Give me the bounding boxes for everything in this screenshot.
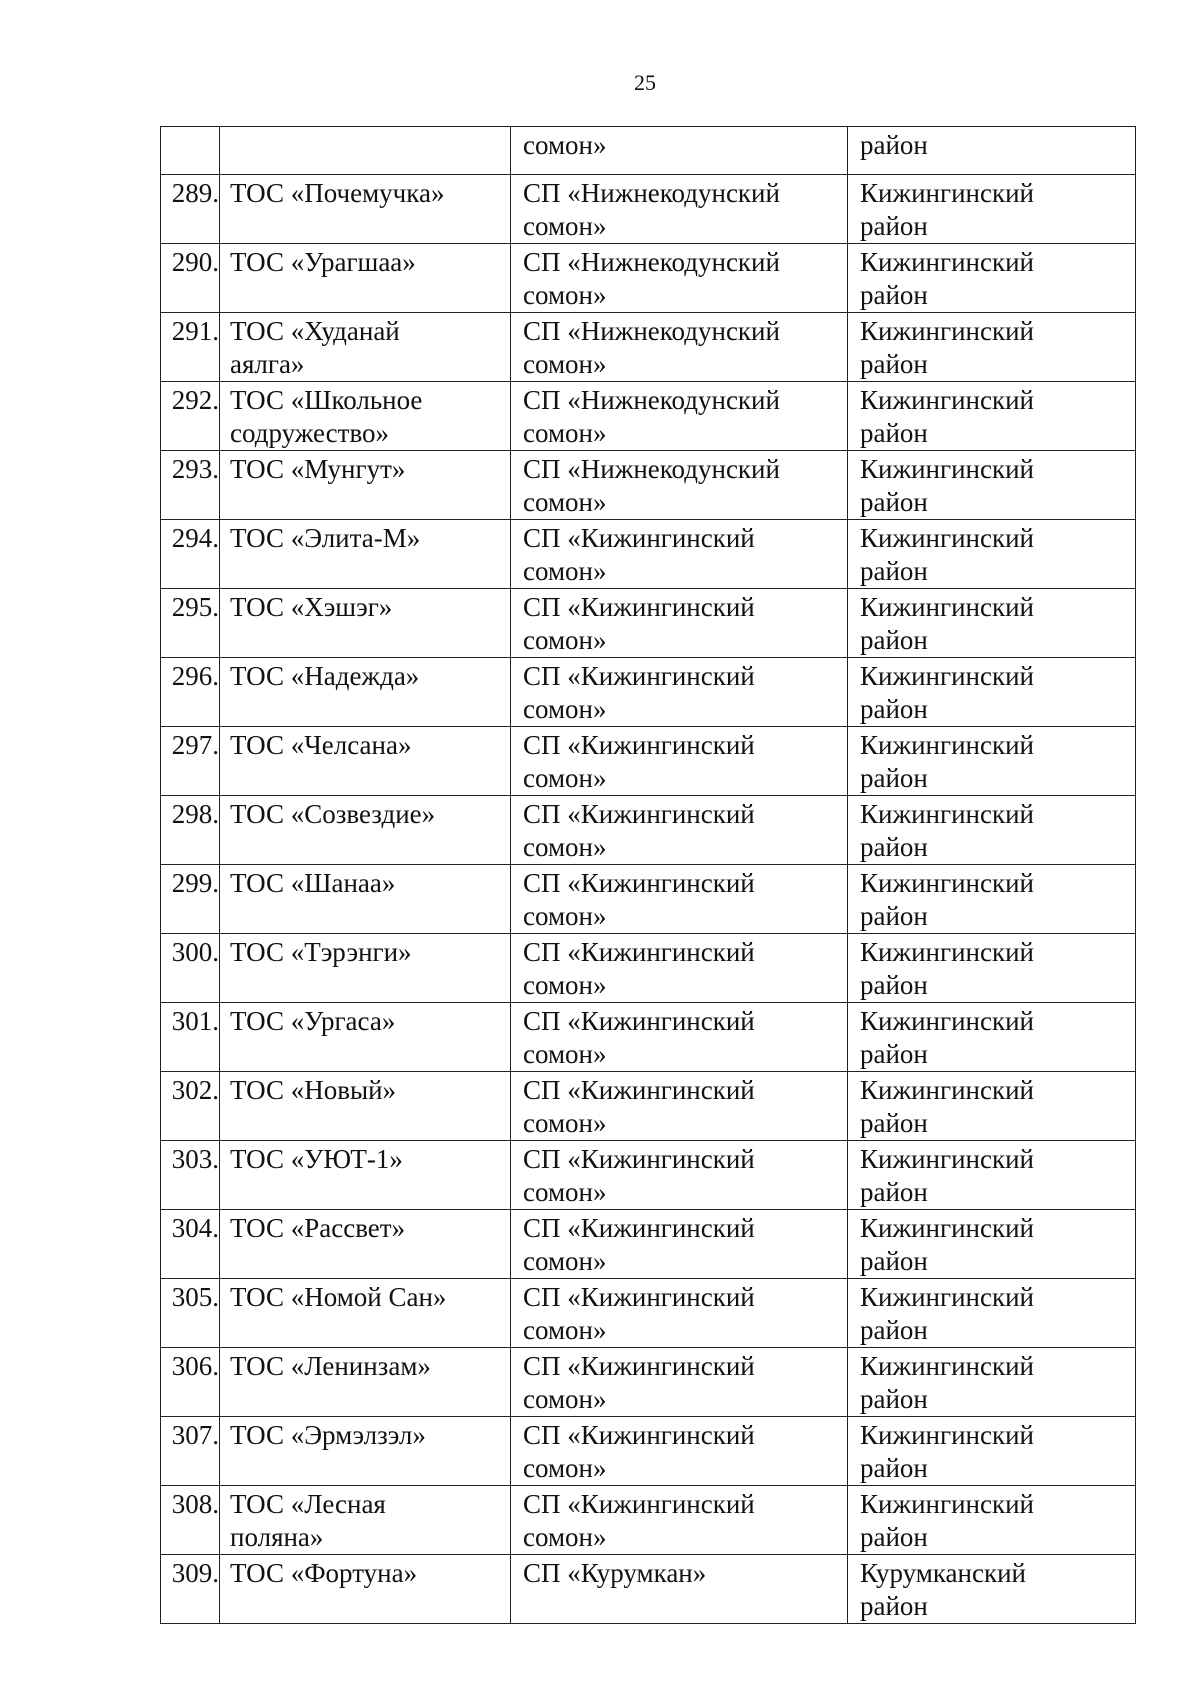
cell-settlement: СП «Кижингинский сомон»: [511, 865, 848, 934]
cell-settlement: СП «Кижингинский сомон»: [511, 727, 848, 796]
cell-number: 308.: [161, 1486, 220, 1555]
cell-district: Кижингинский район: [848, 658, 1136, 727]
cell-district: Кижингинский район: [848, 1486, 1136, 1555]
registry-table: [160, 126, 1136, 1624]
cell-name: ТОС «Рассвет»: [220, 1210, 511, 1279]
cell-district: Кижингинский район: [848, 1210, 1136, 1279]
cell-number: 289.: [161, 175, 220, 244]
cell-settlement: СП «Кижингинский сомон»: [511, 1348, 848, 1417]
cell-district: Кижингинский район: [848, 1279, 1136, 1348]
table-row: [161, 589, 1136, 658]
table-row: [161, 1072, 1136, 1141]
cell-district: Кижингинский район: [848, 727, 1136, 796]
cell-name: ТОС «Эрмэлзэл»: [220, 1417, 511, 1486]
table-row-continuation: [161, 127, 1136, 175]
table-row: [161, 244, 1136, 313]
table-row: [161, 313, 1136, 382]
cell-name: ТОС «Номой Сан»: [220, 1279, 511, 1348]
cell-district: Кижингинский район: [848, 1072, 1136, 1141]
cell-district: район: [848, 127, 1136, 175]
cell-number: 291.: [161, 313, 220, 382]
table-body: [161, 127, 1136, 1624]
table-row: [161, 175, 1136, 244]
cell-settlement: СП «Кижингинский сомон»: [511, 1486, 848, 1555]
table-row: [161, 1279, 1136, 1348]
cell-number: 297.: [161, 727, 220, 796]
table-row: [161, 1210, 1136, 1279]
cell-district: Кижингинский район: [848, 796, 1136, 865]
cell-district: Кижингинский район: [848, 520, 1136, 589]
table-row: [161, 1141, 1136, 1210]
cell-name: ТОС «Мунгут»: [220, 451, 511, 520]
cell-district: Кижингинский район: [848, 1141, 1136, 1210]
table-row: [161, 1417, 1136, 1486]
cell-name: ТОС «Челсана»: [220, 727, 511, 796]
table-row: [161, 658, 1136, 727]
cell-number: 299.: [161, 865, 220, 934]
cell-district: Кижингинский район: [848, 1417, 1136, 1486]
cell-settlement: СП «Нижнекодунский сомон»: [511, 244, 848, 313]
cell-name: ТОС «Шанаа»: [220, 865, 511, 934]
cell-settlement: СП «Кижингинский сомон»: [511, 1417, 848, 1486]
cell-settlement: СП «Кижингинский сомон»: [511, 1072, 848, 1141]
cell-settlement: СП «Нижнекодунский сомон»: [511, 382, 848, 451]
cell-number: 306.: [161, 1348, 220, 1417]
cell-number: 307.: [161, 1417, 220, 1486]
cell-district: Кижингинский район: [848, 865, 1136, 934]
cell-name: ТОС «Школьное содружество»: [220, 382, 511, 451]
cell-district: Кижингинский район: [848, 1003, 1136, 1072]
cell-settlement: СП «Кижингинский сомон»: [511, 796, 848, 865]
cell-settlement: СП «Нижнекодунский сомон»: [511, 175, 848, 244]
cell-name: ТОС «Тэрэнги»: [220, 934, 511, 1003]
cell-district: Курумканский район: [848, 1555, 1136, 1624]
cell-name: ТОС «Урагшаа»: [220, 244, 511, 313]
table-row: [161, 451, 1136, 520]
cell-number: 296.: [161, 658, 220, 727]
cell-number: 290.: [161, 244, 220, 313]
cell-name: [220, 127, 511, 175]
table-row: [161, 865, 1136, 934]
page-number: 25: [634, 70, 656, 95]
cell-name: ТОС «Худанай аялга»: [220, 313, 511, 382]
table-row: [161, 796, 1136, 865]
cell-name: ТОС «Фортуна»: [220, 1555, 511, 1624]
table-row: [161, 934, 1136, 1003]
cell-district: Кижингинский район: [848, 451, 1136, 520]
cell-settlement: СП «Кижингинский сомон»: [511, 1003, 848, 1072]
table-row: [161, 727, 1136, 796]
cell-number: 298.: [161, 796, 220, 865]
cell-district: Кижингинский район: [848, 313, 1136, 382]
cell-name: ТОС «Созвездие»: [220, 796, 511, 865]
cell-name: ТОС «Почемучка»: [220, 175, 511, 244]
cell-number: 302.: [161, 1072, 220, 1141]
cell-number: [161, 127, 220, 175]
table-row: [161, 1348, 1136, 1417]
cell-number: 305.: [161, 1279, 220, 1348]
cell-district: Кижингинский район: [848, 589, 1136, 658]
cell-settlement: СП «Кижингинский сомон»: [511, 934, 848, 1003]
cell-name: ТОС «Ургаса»: [220, 1003, 511, 1072]
cell-name: ТОС «Элита-М»: [220, 520, 511, 589]
table-row: [161, 1486, 1136, 1555]
cell-district: Кижингинский район: [848, 175, 1136, 244]
cell-settlement: СП «Курумкан»: [511, 1555, 848, 1624]
cell-settlement: СП «Кижингинский сомон»: [511, 658, 848, 727]
cell-number: 300.: [161, 934, 220, 1003]
cell-name: ТОС «Лесная поляна»: [220, 1486, 511, 1555]
cell-number: 309.: [161, 1555, 220, 1624]
cell-district: Кижингинский район: [848, 934, 1136, 1003]
cell-name: ТОС «Ленинзам»: [220, 1348, 511, 1417]
table-row: [161, 1003, 1136, 1072]
cell-settlement: сомон»: [511, 127, 848, 175]
cell-name: ТОС «Хэшэг»: [220, 589, 511, 658]
cell-name: ТОС «Надежда»: [220, 658, 511, 727]
cell-settlement: СП «Кижингинский сомон»: [511, 1279, 848, 1348]
cell-number: 295.: [161, 589, 220, 658]
cell-number: 303.: [161, 1141, 220, 1210]
cell-settlement: СП «Кижингинский сомон»: [511, 520, 848, 589]
cell-name: ТОС «УЮТ-1»: [220, 1141, 511, 1210]
cell-district: Кижингинский район: [848, 382, 1136, 451]
cell-settlement: СП «Нижнекодунский сомон»: [511, 451, 848, 520]
cell-district: Кижингинский район: [848, 1348, 1136, 1417]
cell-number: 293.: [161, 451, 220, 520]
cell-settlement: СП «Кижингинский сомон»: [511, 1141, 848, 1210]
cell-district: Кижингинский район: [848, 244, 1136, 313]
cell-number: 304.: [161, 1210, 220, 1279]
table-row: [161, 382, 1136, 451]
cell-number: 294.: [161, 520, 220, 589]
cell-number: 292.: [161, 382, 220, 451]
cell-settlement: СП «Кижингинский сомон»: [511, 589, 848, 658]
table-row: [161, 1555, 1136, 1624]
cell-name: ТОС «Новый»: [220, 1072, 511, 1141]
table-row: [161, 520, 1136, 589]
cell-settlement: СП «Кижингинский сомон»: [511, 1210, 848, 1279]
cell-number: 301.: [161, 1003, 220, 1072]
cell-settlement: СП «Нижнекодунский сомон»: [511, 313, 848, 382]
